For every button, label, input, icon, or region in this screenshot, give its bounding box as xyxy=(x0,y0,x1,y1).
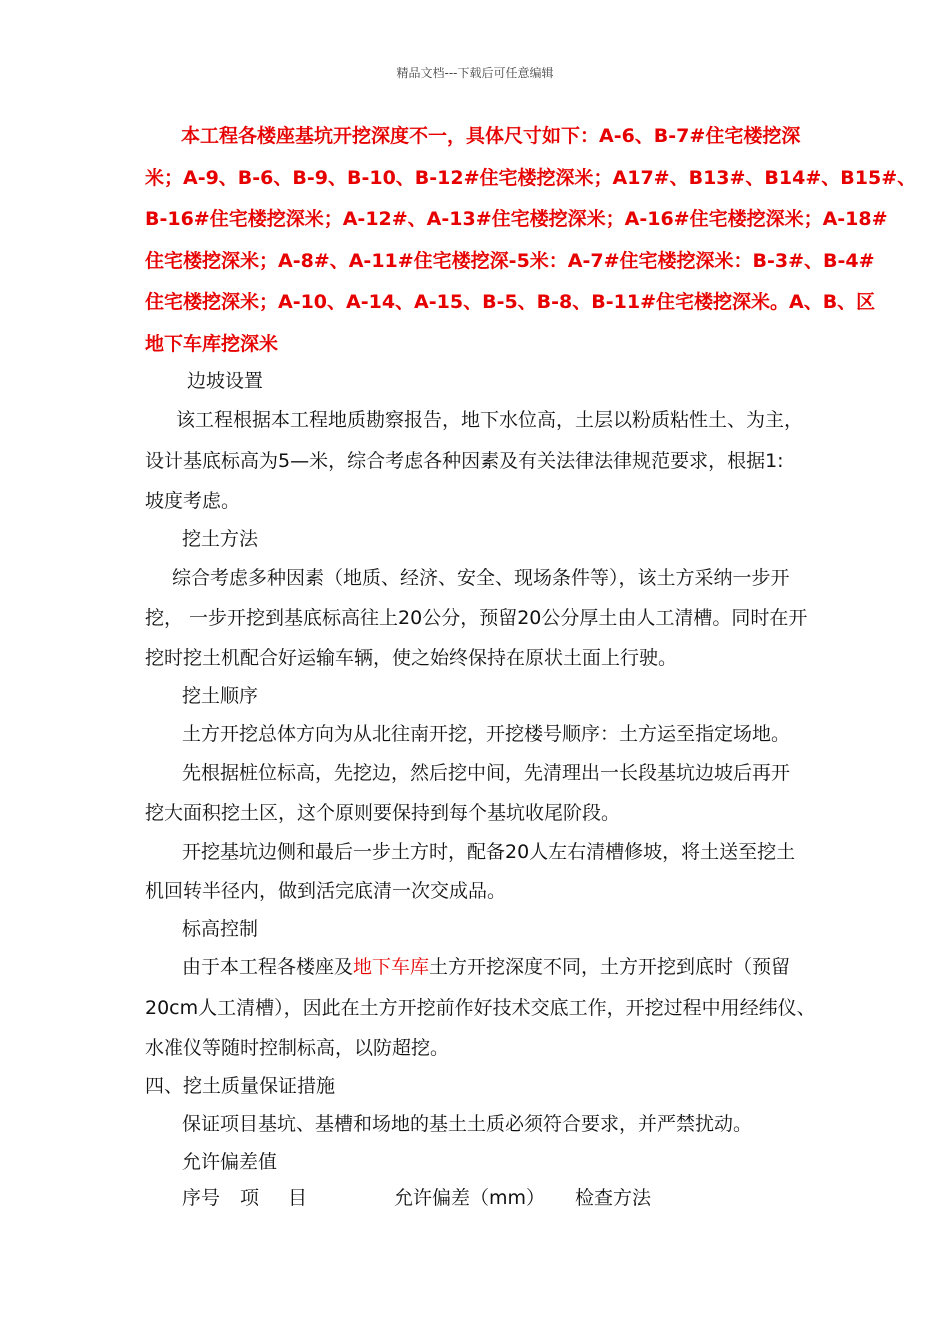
slope-paragraph-line: 该工程根据本工程地质勘察报告，地下水位高，土层以粉质粘性土、为主， xyxy=(176,409,804,431)
red-paragraph-line: 住宅楼挖深米；A-8#、A-11#住宅楼挖深-5米：A-7#住宅楼挖深米：B-3#、B-4# xyxy=(145,250,875,272)
slope-paragraph-line: 设计基底标高为5—米，综合考虑各种因素及有关法律法律规范要求，根据1: xyxy=(145,450,784,472)
elevation-highlight: 地下车库 xyxy=(353,956,430,978)
red-paragraph-line: 米；A-9、B-6、B-9、B-10、B-12#住宅楼挖深米；A17#、B13#、B14#、B15#、 xyxy=(145,167,917,189)
red-paragraph-line: B-16#住宅楼挖深米；A-12#、A-13#住宅楼挖深米；A-16#住宅楼挖深米；A-18# xyxy=(145,208,888,230)
order-paragraph-line: 先根据桩位标高，先挖边，然后挖中间，先清理出一长段基坑边坡后再开 xyxy=(182,762,791,784)
order-paragraph-line: 开挖基坑边侧和最后一步土方时，配备20人左右清槽修坡，将土送至挖土 xyxy=(182,841,796,863)
table-header-tolerance: 允许偏差（mm） xyxy=(394,1187,546,1209)
quality-paragraph: 保证项目基坑、基槽和场地的基土土质必须符合要求，并严禁扰动。 xyxy=(182,1113,753,1135)
elevation-text: 土方开挖深度不同，土方开挖到底时（预留 xyxy=(429,956,791,978)
page-header: 精品文档---下载后可任意编辑 xyxy=(396,66,554,80)
elevation-text: 由于本工程各楼座及 xyxy=(182,956,354,978)
table-header-index: 序号 xyxy=(182,1187,221,1209)
elevation-paragraph-line xyxy=(182,955,790,979)
red-paragraph-line: 地下车库挖深米 xyxy=(145,333,279,355)
table-header-item-a: 项 xyxy=(240,1187,260,1209)
table-header-method: 检查方法 xyxy=(575,1187,652,1209)
elevation-paragraph-line: 20cm人工清槽），因此在土方开挖前作好技术交底工作，开挖过程中用经纬仪、 xyxy=(145,997,816,1019)
section-title-slope: 边坡设置 xyxy=(187,370,264,392)
tolerance-title: 允许偏差值 xyxy=(182,1151,278,1173)
section-title-quality: 四、挖土质量保证措施 xyxy=(145,1075,336,1097)
section-title-order: 挖土顺序 xyxy=(182,685,259,707)
table-header-item-b: 目 xyxy=(288,1187,308,1209)
order-paragraph: 土方开挖总体方向为从北往南开挖，开挖楼号顺序：土方运至指定场地。 xyxy=(182,723,791,745)
red-paragraph-line: 本工程各楼座基坑开挖深度不一，具体尺寸如下：A-6、B-7#住宅楼挖深 xyxy=(181,125,801,147)
method-paragraph-line: 综合考虑多种因素（地质、经济、安全、现场条件等），该土方采纳一步开 xyxy=(172,567,790,589)
method-paragraph-line: 挖， 一步开挖到基底标高往上20公分，预留20公分厚土由人工清槽。同时在开 xyxy=(145,607,808,629)
order-paragraph-line: 机回转半径内，做到活完底清一次交成品。 xyxy=(145,880,507,902)
method-paragraph-line: 挖时挖土机配合好运输车辆，使之始终保持在原状土面上行驶。 xyxy=(145,647,678,669)
order-paragraph-line: 挖大面积挖土区，这个原则要保持到每个基坑收尾阶段。 xyxy=(145,802,621,824)
section-title-method: 挖土方法 xyxy=(182,528,259,550)
red-paragraph-line: 住宅楼挖深米；A-10、A-14、A-15、B-5、B-8、B-11#住宅楼挖深米。A、B、区 xyxy=(145,291,876,313)
section-title-elevation: 标高控制 xyxy=(182,918,259,940)
elevation-paragraph-line: 水准仪等随时控制标高，以防超挖。 xyxy=(145,1037,450,1059)
slope-paragraph-line: 坡度考虑。 xyxy=(145,490,241,512)
